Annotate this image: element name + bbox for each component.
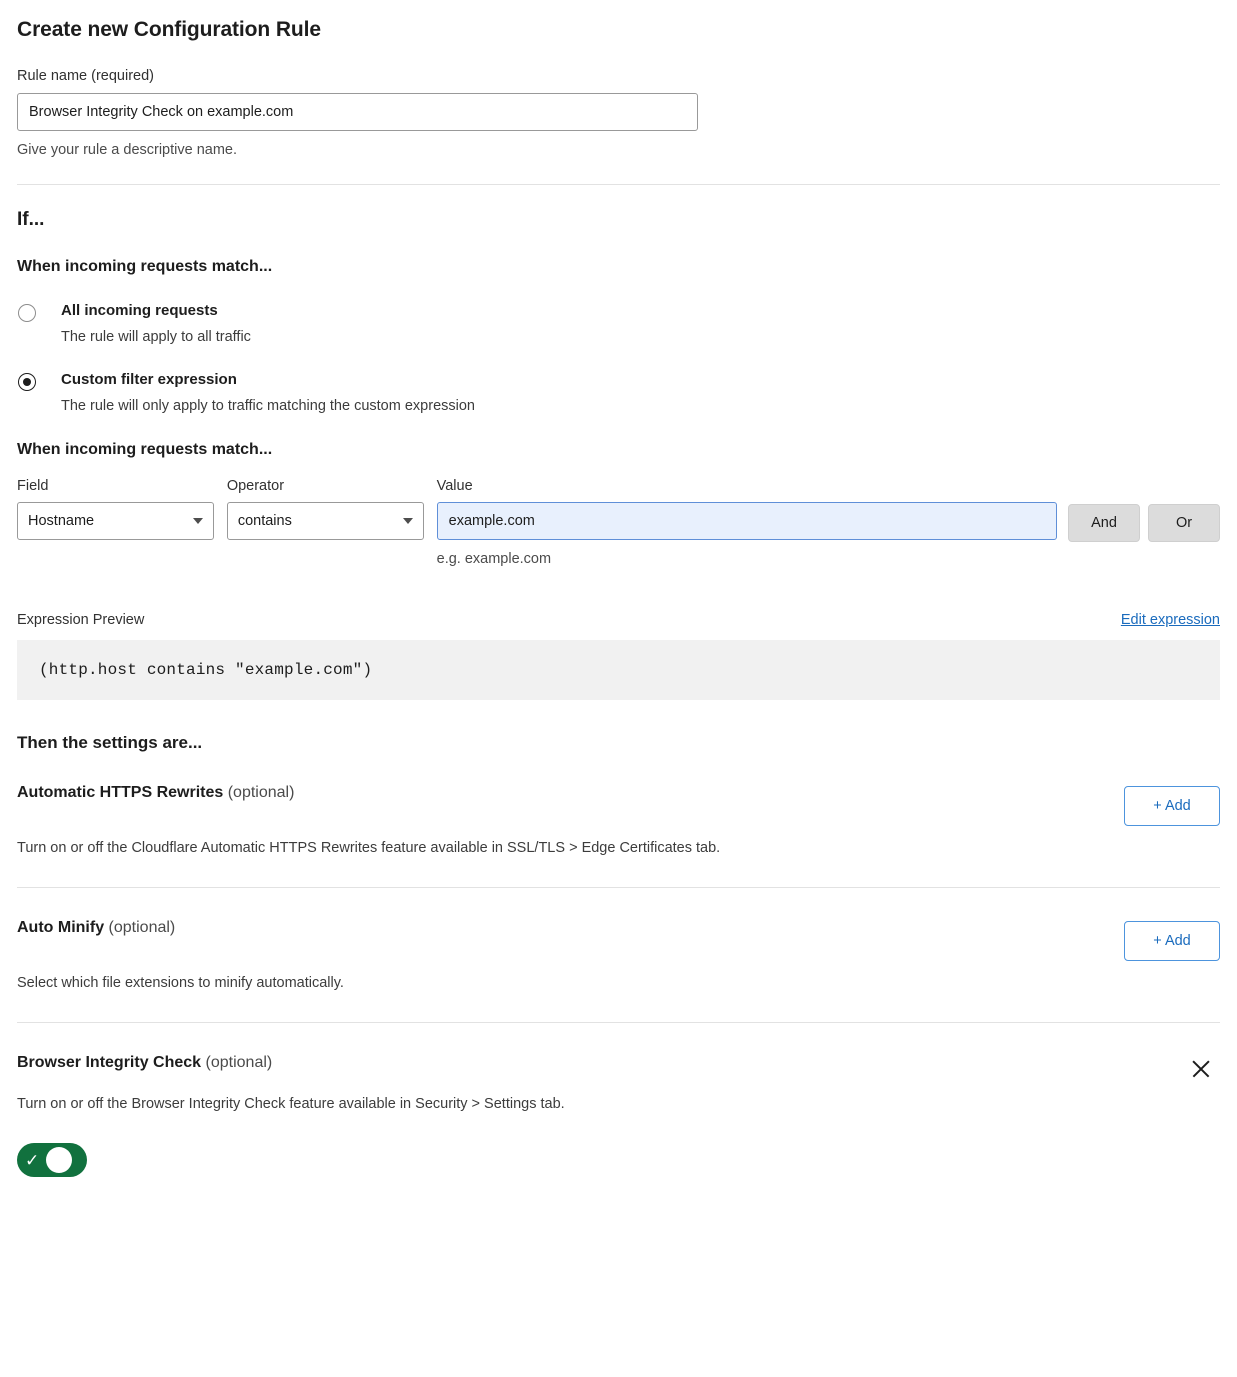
operator-select[interactable] xyxy=(227,502,424,540)
and-button[interactable]: And xyxy=(1068,504,1140,542)
setting-title xyxy=(17,784,294,802)
setting-name: Automatic HTTPS Rewrites xyxy=(17,784,224,801)
expression-preview-label: Expression Preview xyxy=(17,612,145,628)
expression-preview-box: (http.host contains "example.com") xyxy=(17,640,1220,700)
close-icon[interactable] xyxy=(1188,1056,1214,1082)
setting-title xyxy=(17,919,175,937)
setting-description: Select which file extensions to minify automatically. xyxy=(17,975,344,991)
or-button[interactable]: Or xyxy=(1148,504,1220,542)
rule-name-input[interactable]: Browser Integrity Check on example.com xyxy=(17,93,698,131)
edit-expression-link[interactable]: Edit expression xyxy=(1120,612,1220,628)
radio-desc-custom-filter: The rule will only apply to traffic matching the custom expression xyxy=(61,398,475,414)
divider-top xyxy=(17,184,1220,185)
operator-column-label: Operator xyxy=(226,478,285,494)
setting-optional-tag: (optional) xyxy=(108,919,176,936)
setting-name: Auto Minify xyxy=(17,919,105,936)
setting-optional-tag: (optional) xyxy=(227,784,295,801)
setting-automatic-https-rewrites xyxy=(17,753,1220,856)
match-heading: When incoming requests match... xyxy=(17,258,273,275)
page-title: Create new Configuration Rule xyxy=(17,18,321,41)
value-input[interactable]: example.com xyxy=(437,502,1057,540)
chevron-down-icon xyxy=(403,518,413,524)
setting-auto-minify xyxy=(17,888,1220,991)
radio-label-custom-filter: Custom filter expression xyxy=(61,371,237,388)
if-section-heading: If... xyxy=(17,209,45,230)
setting-description: Turn on or off the Browser Integrity Check feature available in Security > Settings tab. xyxy=(17,1096,565,1112)
field-column-label: Field xyxy=(17,478,49,494)
check-icon: ✓ xyxy=(25,1150,40,1170)
browser-integrity-check-toggle[interactable] xyxy=(17,1143,87,1177)
field-select[interactable] xyxy=(17,502,214,540)
rule-name-label: Rule name (required) xyxy=(17,68,155,84)
add-automatic-https-rewrites-button[interactable]: + Add xyxy=(1124,786,1220,826)
setting-browser-integrity-check xyxy=(17,1023,1220,1177)
builder-heading: When incoming requests match... xyxy=(17,441,273,458)
setting-description: Turn on or off the Cloudflare Automatic HTTPS Rewrites feature available in SSL/TLS > Edge Certificates tab. xyxy=(17,840,721,856)
rule-name-help: Give your rule a descriptive name. xyxy=(17,142,238,158)
radio-option-custom-filter[interactable] xyxy=(17,371,1220,414)
radio-option-all-requests[interactable] xyxy=(17,302,1220,345)
value-hint: e.g. example.com xyxy=(436,551,552,567)
setting-optional-tag: (optional) xyxy=(205,1054,273,1071)
toggle-knob xyxy=(46,1147,72,1173)
setting-title xyxy=(17,1054,272,1072)
setting-name: Browser Integrity Check xyxy=(17,1054,202,1071)
add-auto-minify-button[interactable]: + Add xyxy=(1124,921,1220,961)
operator-select-value: contains xyxy=(237,513,292,529)
radio-desc-all-requests: The rule will apply to all traffic xyxy=(61,329,251,345)
condition-logic-buttons xyxy=(1068,478,1220,542)
field-select-value: Hostname xyxy=(28,513,95,529)
radio-icon-all-requests[interactable] xyxy=(18,304,36,322)
chevron-down-icon xyxy=(193,518,203,524)
radio-label-all-requests: All incoming requests xyxy=(61,302,218,319)
condition-builder-row xyxy=(17,478,1220,567)
radio-icon-custom-filter[interactable] xyxy=(18,373,36,391)
expression-preview-header xyxy=(17,612,1220,628)
value-column-label: Value xyxy=(436,478,473,494)
then-section-heading: Then the settings are... xyxy=(17,733,203,752)
